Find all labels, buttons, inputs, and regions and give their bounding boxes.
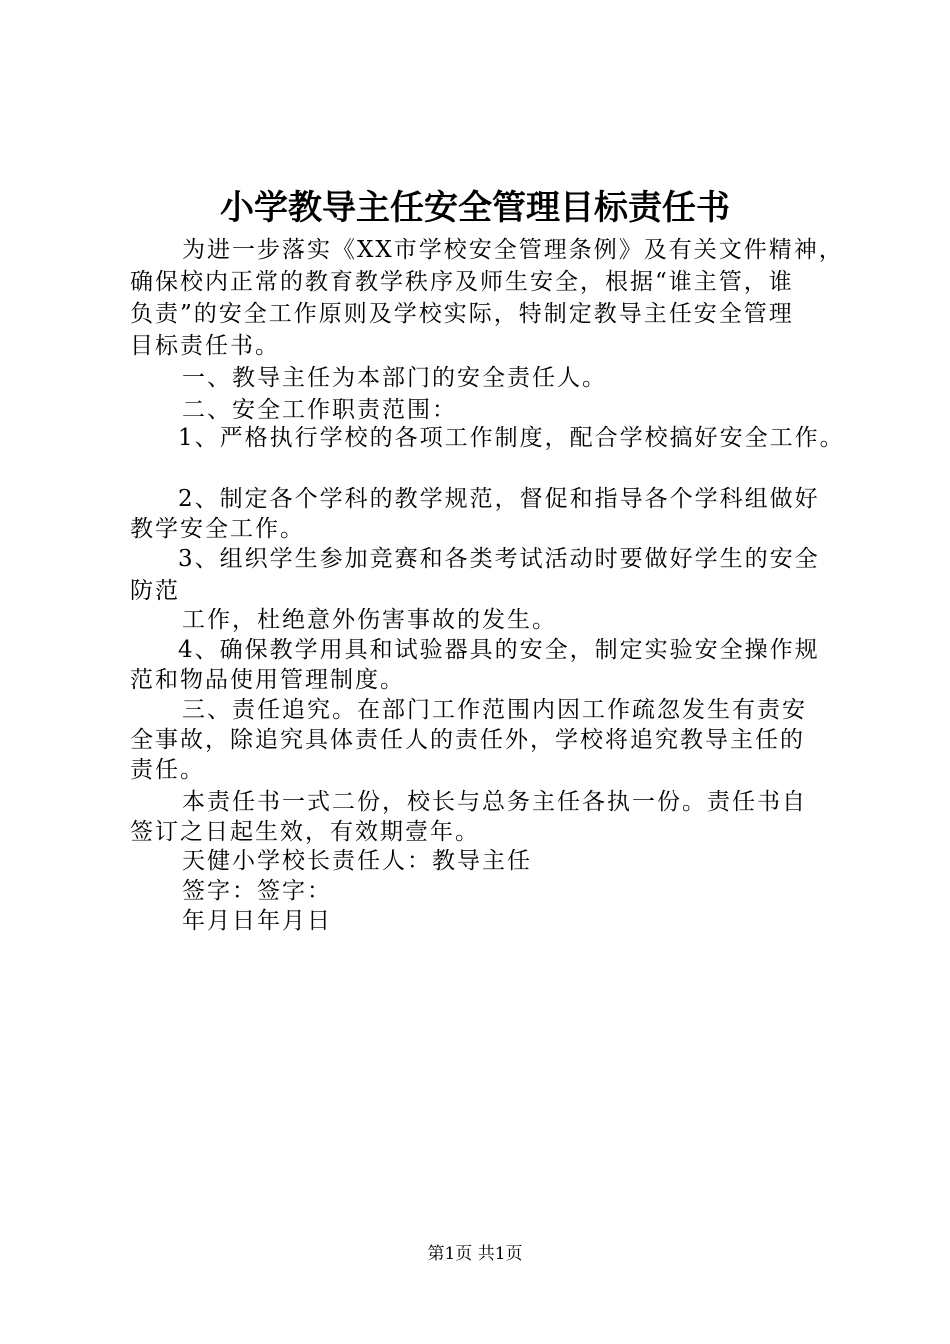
paragraph-line: 工作，杜绝意外伤害事故的发生。 [182,607,557,633]
paragraph-line: 4、确保教学用具和试验器具的安全，制定实验安全操作规 [178,637,820,663]
paragraph-line: 本责任书一式二份，校长与总务主任各执一份。责任书自 [182,789,807,815]
paragraph-line: 范和物品使用管理制度。 [130,667,405,693]
document-title: 小学教导主任安全管理目标责任书 [220,188,730,228]
signature-line: 天健小学校长责任人：教导主任 [182,848,532,874]
paragraph-line: 为进一步落实《XX市学校安全管理条例》及有关文件精神， [182,237,844,263]
paragraph-line: 目标责任书。 [130,333,280,359]
paragraph-line: 负责”的安全工作原则及学校实际，特制定教导主任安全管理 [130,301,794,327]
paragraph-line: 签订之日起生效，有效期壹年。 [130,819,480,845]
paragraph-line: 确保校内正常的教育教学秩序及师生安全，根据“谁主管，谁 [130,269,794,295]
paragraph-line: 2、制定各个学科的教学规范，督促和指导各个学科组做好 [178,486,820,512]
signature-line: 签字：签字： [182,878,332,904]
paragraph-line: 一、教导主任为本部门的安全责任人。 [182,365,607,391]
paragraph-line: 三、责任追究。在部门工作范围内因工作疏忽发生有责安 [182,697,807,723]
paragraph-line: 全事故，除追究具体责任人的责任外，学校将追究教导主任的 [130,727,805,753]
page-number-footer: 第1页 共1页 [427,1244,523,1264]
paragraph-line: 责任。 [130,757,205,783]
paragraph-line: 二、安全工作职责范围： [182,397,457,423]
date-line: 年月日年月日 [182,908,332,934]
paragraph-line: 3、组织学生参加竞赛和各类考试活动时要做好学生的安全 [178,546,820,572]
paragraph-line: 教学安全工作。 [130,516,305,542]
paragraph-line: 防范 [130,578,180,604]
paragraph-line: 1、严格执行学校的各项工作制度，配合学校搞好安全工作。 [178,425,845,451]
